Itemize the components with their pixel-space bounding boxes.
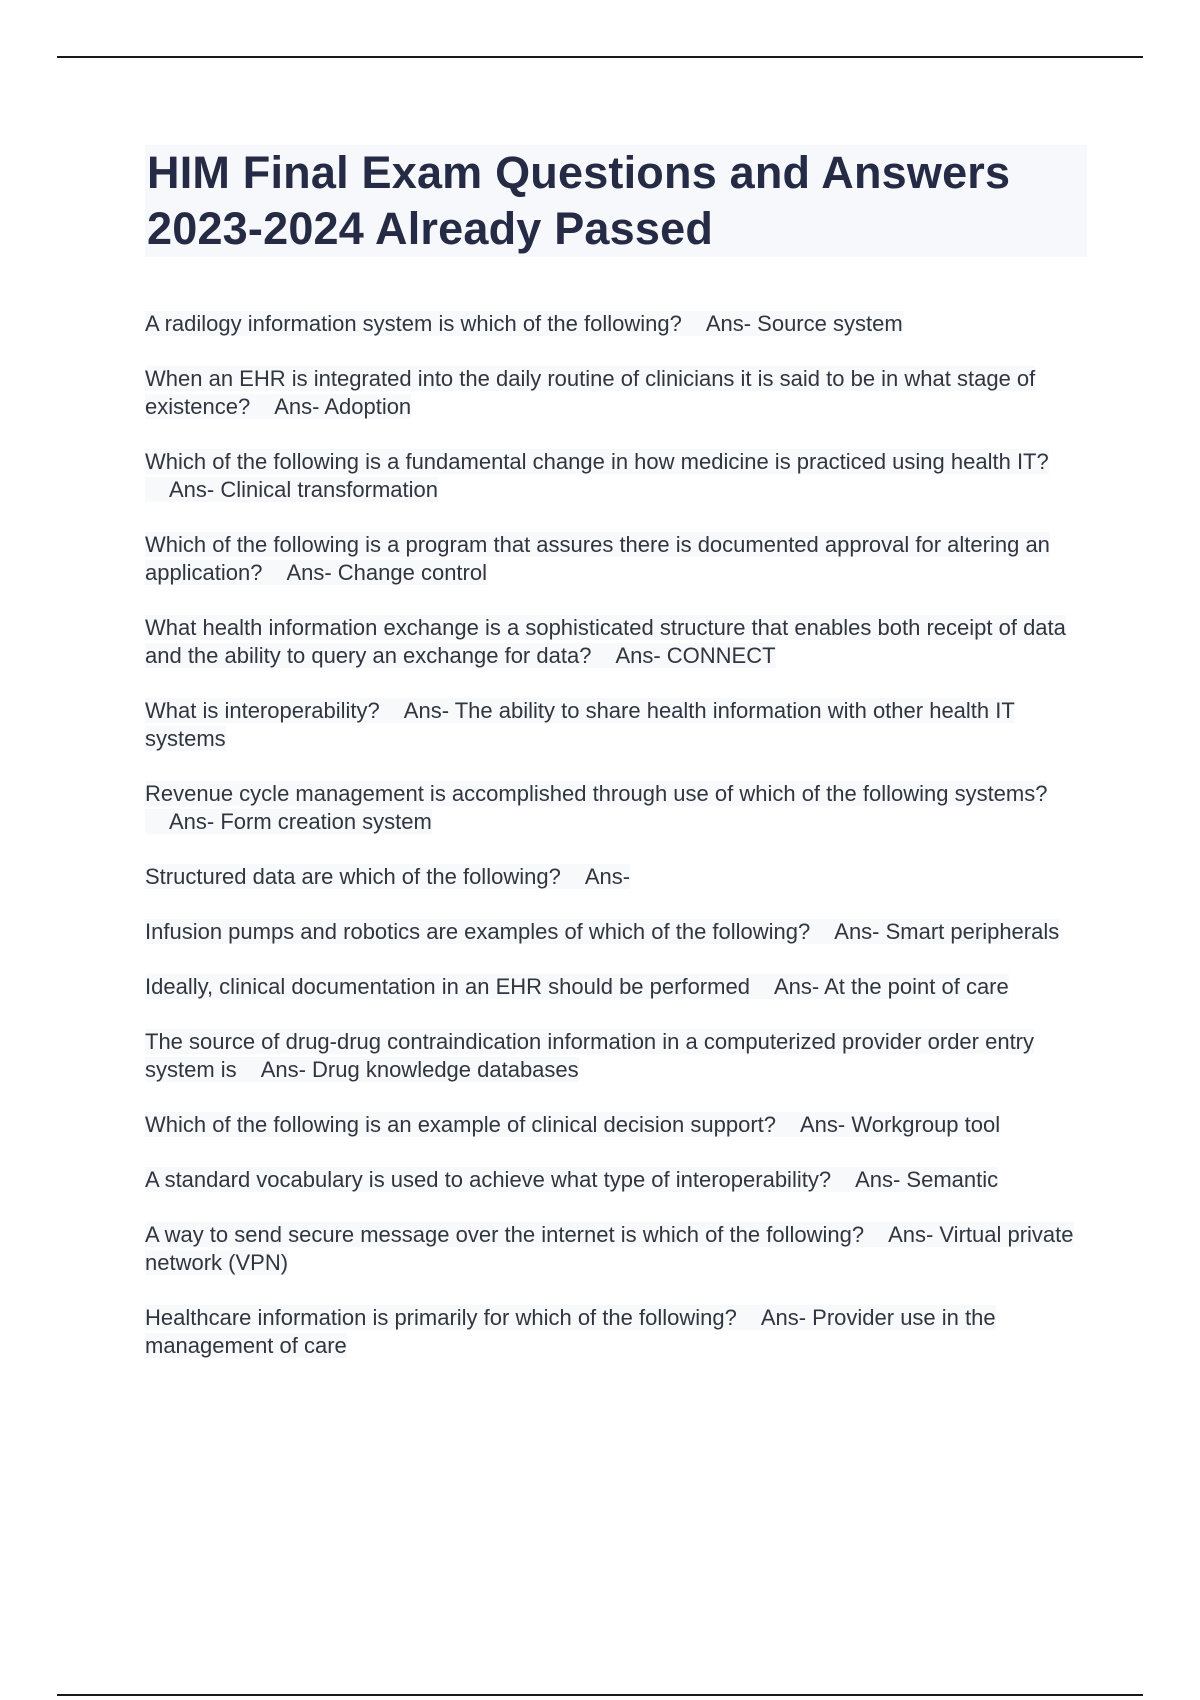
answer-text: Ans- Change control xyxy=(286,560,487,585)
qa-item xyxy=(145,918,1095,946)
question-text: Infusion pumps and robotics are examples of which of the following? xyxy=(145,919,811,944)
answer-text: Ans- Workgroup tool xyxy=(800,1112,1001,1137)
page-title: HIM Final Exam Questions and Answers 2023-2024 Already Passed xyxy=(147,147,1011,254)
question-text: Which of the following is a program that assures there is documented approval for altering an application? xyxy=(145,532,1050,585)
question-text: Structured data are which of the following? xyxy=(145,864,561,889)
top-rule xyxy=(57,56,1143,58)
answer-text: Ans- Provider use in the management of care xyxy=(145,1305,996,1358)
qa-item xyxy=(145,1304,1095,1360)
title-block xyxy=(145,145,1087,257)
question-text: What is interoperability? xyxy=(145,698,380,723)
answer-text: Ans- Form creation system xyxy=(169,809,432,834)
qa-item xyxy=(145,1221,1095,1277)
qa-item xyxy=(145,1166,1095,1194)
answer-text: Ans- Clinical transformation xyxy=(169,477,438,502)
question-text: The source of drug-drug contraindication information in a computerized provider order entry system is xyxy=(145,1029,1035,1082)
answer-text: Ans- The ability to share health information with other health IT systems xyxy=(145,698,1015,751)
answer-text: Ans- At the point of care xyxy=(773,974,1009,999)
qa-item xyxy=(145,973,1095,1001)
qa-item xyxy=(145,614,1095,670)
qa-item xyxy=(145,365,1095,421)
answer-text: Ans- Drug knowledge databases xyxy=(260,1057,579,1082)
qa-item xyxy=(145,310,1095,338)
question-text: What health information exchange is a sophisticated structure that enables both receipt of data and the ability to query an exchange for data? xyxy=(145,615,1066,668)
qa-list xyxy=(145,310,1095,1387)
question-text: A radilogy information system is which of the following? xyxy=(145,311,682,336)
qa-item xyxy=(145,1111,1095,1139)
qa-item xyxy=(145,448,1095,504)
question-text: Revenue cycle management is accomplished through use of which of the following systems? xyxy=(145,781,1048,806)
question-text: Which of the following is an example of clinical decision support? xyxy=(145,1112,776,1137)
question-text: A way to send secure message over the internet is which of the following? xyxy=(145,1222,865,1247)
answer-text: Ans- Smart peripherals xyxy=(834,919,1060,944)
qa-item xyxy=(145,697,1095,753)
answer-text: Ans- Adoption xyxy=(274,394,412,419)
question-text: Healthcare information is primarily for which of the following? xyxy=(145,1305,737,1330)
answer-text: Ans- Semantic xyxy=(855,1167,999,1192)
bottom-rule xyxy=(57,1694,1143,1696)
answer-text: Ans- Source system xyxy=(705,311,903,336)
question-text: Which of the following is a fundamental change in how medicine is practiced using health IT? xyxy=(145,449,1049,474)
qa-item xyxy=(145,1028,1095,1084)
qa-item xyxy=(145,863,1095,891)
qa-item xyxy=(145,531,1095,587)
question-text: Ideally, clinical documentation in an EHR should be performed xyxy=(145,974,750,999)
question-text: A standard vocabulary is used to achieve what type of interoperability? xyxy=(145,1167,832,1192)
question-text: When an EHR is integrated into the daily routine of clinicians it is said to be in what stage of existence? xyxy=(145,366,1036,419)
qa-item xyxy=(145,780,1095,836)
answer-text: Ans- Virtual private network (VPN) xyxy=(145,1222,1074,1275)
answer-text: Ans- CONNECT xyxy=(615,643,776,668)
answer-text: Ans- xyxy=(584,864,631,889)
